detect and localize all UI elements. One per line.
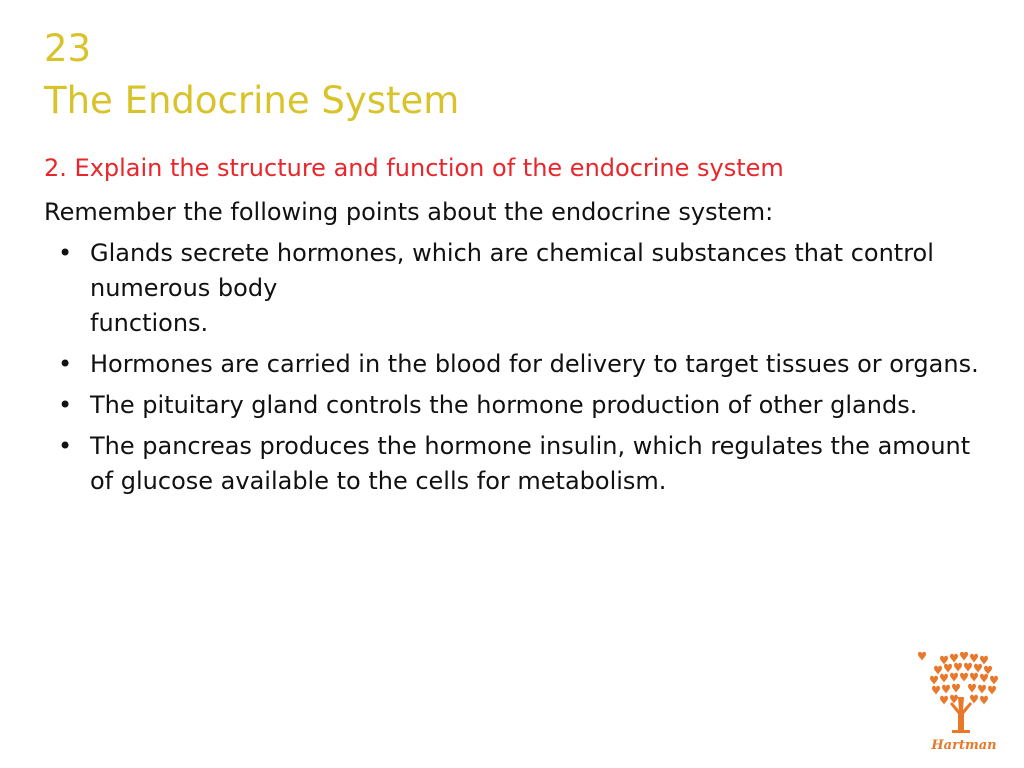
logo-brand-text: Hartman (931, 738, 997, 753)
list-item (58, 347, 998, 382)
bullet-icon: • (58, 432, 73, 460)
hartman-logo (918, 652, 1010, 758)
intro-text: Remember the following points about the endocrine system: (44, 198, 774, 226)
chapter-title: The Endocrine System (44, 79, 460, 122)
chapter-number: 23 (44, 27, 92, 70)
bullet-icon: • (58, 350, 73, 378)
list-item (58, 236, 998, 341)
learning-objective: 2. Explain the structure and function of the endocrine system (44, 154, 784, 182)
heart-tree-icon (918, 652, 1010, 738)
list-item (58, 388, 998, 423)
bullet-icon: • (58, 239, 73, 267)
list-item-text: The pancreas produces the hormone insulin, which regulates the amount of glucose available to the cells for metabolism. (90, 432, 971, 495)
bullet-icon: • (58, 391, 73, 419)
list-item (58, 429, 998, 499)
bullet-list (58, 236, 998, 505)
list-item-text: The pituitary gland controls the hormone production of other glands. (90, 391, 918, 419)
list-item-text: Hormones are carried in the blood for delivery to target tissues or organs. (90, 350, 979, 378)
list-item-text: Glands secrete hormones, which are chemical substances that control numerous body functions. (90, 239, 934, 337)
